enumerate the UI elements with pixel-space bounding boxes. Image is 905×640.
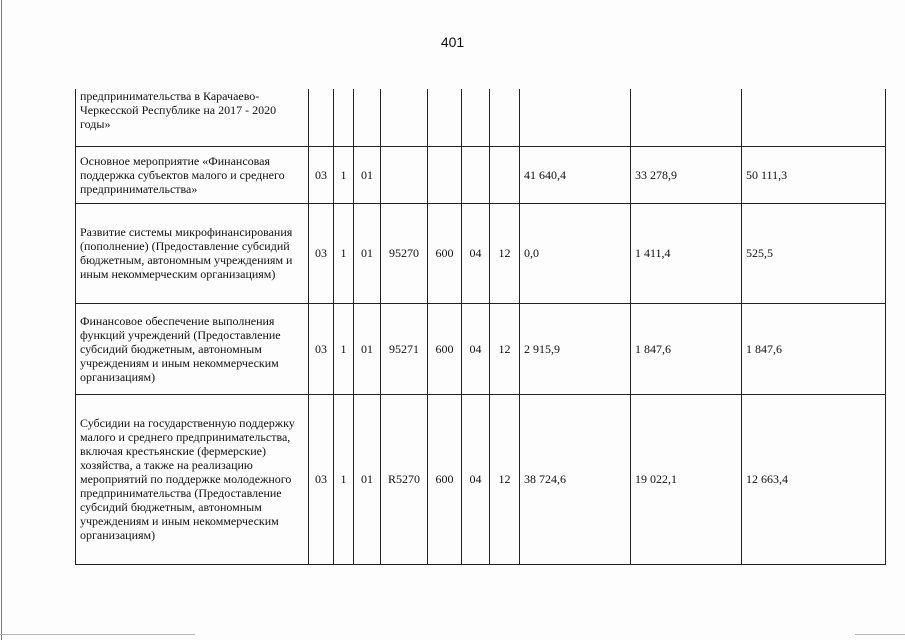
row-direction-code: 95271 bbox=[381, 303, 428, 394]
row-direction-code bbox=[381, 89, 428, 146]
row-value-2: 33 278,9 bbox=[631, 146, 742, 203]
row-division: 04 bbox=[462, 303, 490, 394]
row-division bbox=[462, 146, 490, 203]
row-division: 04 bbox=[462, 394, 490, 564]
row-name: Развитие системы микрофинансирования (пополнение) (Предоставление субсидий бюджетным, автономным учреждениям и иным некоммерческим организациям) bbox=[76, 203, 309, 303]
row-subdivision bbox=[490, 146, 520, 203]
scan-artifact-line bbox=[0, 634, 195, 635]
row-program-code: 1 bbox=[334, 394, 354, 564]
row-division bbox=[462, 89, 490, 146]
row-subprogram-code bbox=[354, 89, 381, 146]
row-subprogram-code: 01 bbox=[354, 203, 381, 303]
row-section-code: 03 bbox=[309, 394, 334, 564]
table-row bbox=[76, 203, 886, 303]
row-subdivision: 12 bbox=[490, 303, 520, 394]
row-value-3: 12 663,4 bbox=[742, 394, 886, 564]
row-section-code bbox=[309, 89, 334, 146]
row-value-1: 0,0 bbox=[520, 203, 631, 303]
budget-table bbox=[75, 89, 886, 565]
row-program-code: 1 bbox=[334, 203, 354, 303]
table-row bbox=[76, 394, 886, 564]
table-row bbox=[76, 89, 886, 146]
row-value-3 bbox=[742, 89, 886, 146]
table-row bbox=[76, 303, 886, 394]
row-value-3: 525,5 bbox=[742, 203, 886, 303]
row-section-code: 03 bbox=[309, 203, 334, 303]
row-program-code: 1 bbox=[334, 146, 354, 203]
row-direction-code bbox=[381, 146, 428, 203]
row-value-1: 2 915,9 bbox=[520, 303, 631, 394]
table-row bbox=[76, 146, 886, 203]
row-value-2: 1 411,4 bbox=[631, 203, 742, 303]
row-subprogram-code: 01 bbox=[354, 394, 381, 564]
row-subdivision bbox=[490, 89, 520, 146]
scan-artifact-line bbox=[855, 634, 905, 635]
row-value-2: 1 847,6 bbox=[631, 303, 742, 394]
row-name: Финансовое обеспечение выполнения функций учреждений (Предоставление субсидий бюджетным, автономным учреждениям и иным некоммерческим организациям) bbox=[76, 303, 309, 394]
row-subprogram-code: 01 bbox=[354, 146, 381, 203]
row-program-code: 1 bbox=[334, 303, 354, 394]
row-direction-code: R5270 bbox=[381, 394, 428, 564]
row-value-3: 50 111,3 bbox=[742, 146, 886, 203]
row-value-1: 38 724,6 bbox=[520, 394, 631, 564]
row-expense-type bbox=[428, 89, 462, 146]
row-value-2 bbox=[631, 89, 742, 146]
row-name: Основное мероприятие «Финансовая поддержка субъектов малого и среднего предпринимательства» bbox=[76, 146, 309, 203]
row-direction-code: 95270 bbox=[381, 203, 428, 303]
row-section-code: 03 bbox=[309, 303, 334, 394]
row-subdivision: 12 bbox=[490, 394, 520, 564]
row-expense-type bbox=[428, 146, 462, 203]
scan-left-edge bbox=[1, 0, 2, 640]
row-value-1 bbox=[520, 89, 631, 146]
row-name: Субсидии на государственную поддержку малого и среднего предпринимательства, включая крестьянские (фермерские) хозяйства, а также на реализацию мероприятий по поддержке молодежного предпринимательства (Предоставление субсидий бюджетным, автономным учреждениям и иным некоммерческим организациям) bbox=[76, 394, 309, 564]
row-expense-type: 600 bbox=[428, 394, 462, 564]
row-subprogram-code: 01 bbox=[354, 303, 381, 394]
row-division: 04 bbox=[462, 203, 490, 303]
row-subdivision: 12 bbox=[490, 203, 520, 303]
row-expense-type: 600 bbox=[428, 203, 462, 303]
row-value-3: 1 847,6 bbox=[742, 303, 886, 394]
row-value-1: 41 640,4 bbox=[520, 146, 631, 203]
row-value-2: 19 022,1 bbox=[631, 394, 742, 564]
row-section-code: 03 bbox=[309, 146, 334, 203]
row-name: предпринимательства в Карачаево-Черкесской Республике на 2017 - 2020 годы» bbox=[76, 89, 309, 146]
row-program-code bbox=[334, 89, 354, 146]
row-expense-type: 600 bbox=[428, 303, 462, 394]
page-number: 401 bbox=[440, 34, 465, 50]
